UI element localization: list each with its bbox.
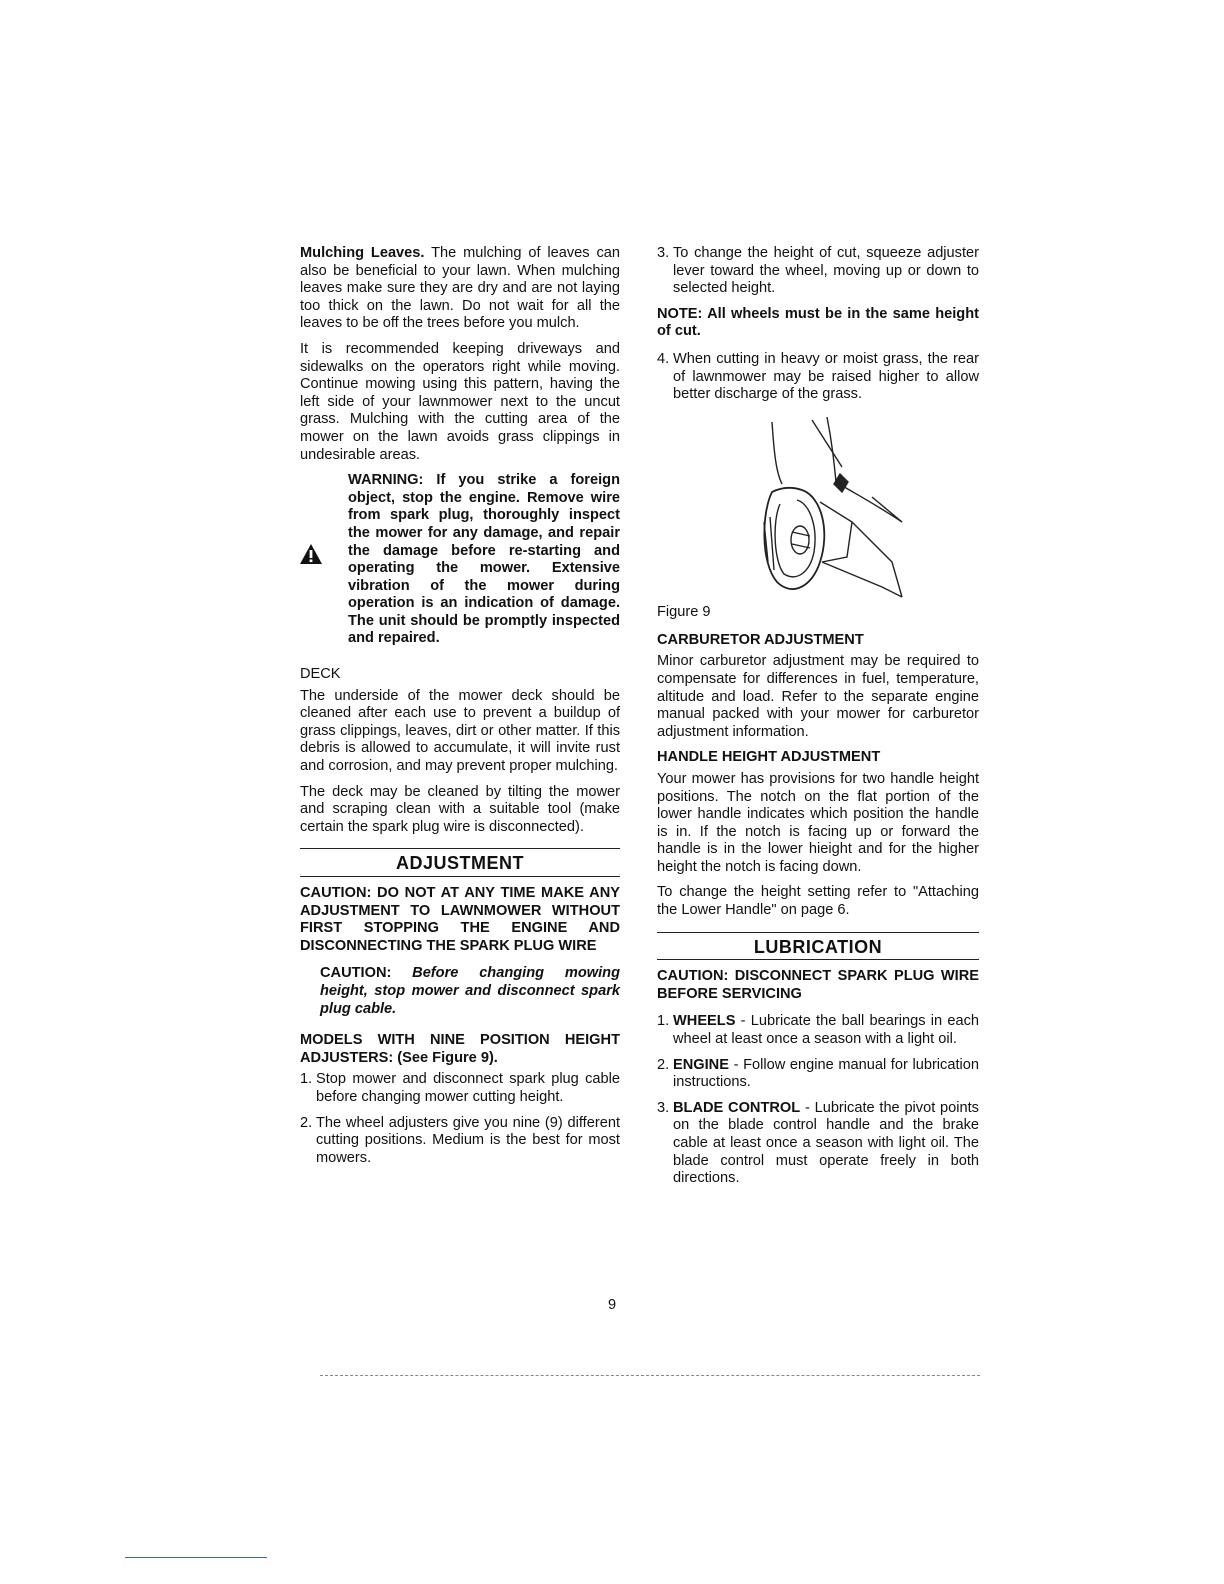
adjustment-title: ADJUSTMENT xyxy=(300,848,620,877)
deck-heading: DECK xyxy=(300,666,341,683)
figure-caption: Figure 9 xyxy=(657,604,711,621)
figure-9 xyxy=(657,412,979,622)
lubrication-list xyxy=(657,1013,979,1187)
mulching-paragraph xyxy=(300,245,620,333)
item-text xyxy=(673,1013,979,1048)
step-number: 1. xyxy=(300,1071,313,1088)
lubrication-caution: CAUTION: DISCONNECT SPARK PLUG WIRE BEFORE SERVICING xyxy=(657,968,979,1002)
item-body: - Lubricate the ball bearings in each wheel at least once a season with a light oil. xyxy=(673,1013,979,1048)
item-number: 2. xyxy=(657,1056,670,1073)
caution-italic xyxy=(320,965,620,1018)
right-steps-list-a xyxy=(657,245,979,298)
item-label: ENGINE xyxy=(673,1056,729,1073)
recommend-paragraph: It is recommended keeping driveways and sidewalks on the operators right while moving. Continue mowing using this pattern, having the left side of your lawnmower next to the uncut grass. Mulching with the cutting area of the mower on the lawn avoids grass clippings in undesirable areas. xyxy=(300,340,620,463)
models-heading: MODELS WITH NINE POSITION HEIGHT ADJUSTERS: (See Figure 9). xyxy=(300,1032,620,1066)
item-body: - Lubricate the pivot points on the blade control handle and the brake cable at least once a season with light oil. The blade control must operate freely in both directions. xyxy=(673,1099,979,1187)
note-text: NOTE: All wheels must be in the same height of cut. xyxy=(657,305,979,340)
adjustment-caution: CAUTION: DO NOT AT ANY TIME MAKE ANY ADJUSTMENT TO LAWNMOWER WITHOUT FIRST STOPPING THE ENGINE AND DISCONNECTING THE SPARK PLUG WIRE xyxy=(300,885,620,954)
carburetor-heading: CARBURETOR ADJUSTMENT xyxy=(657,631,864,648)
step-number: 2. xyxy=(300,1114,313,1131)
right-steps-list-b xyxy=(657,351,979,404)
item-number: 3. xyxy=(657,1099,670,1116)
handle-paragraph-1: Your mower has provisions for two handle height positions. The notch on the flat portion of the lower handle indicates which position the handle is in. If the notch is facing up or forward the handle is in the lower hieight and for the higher height the notch is facing down. xyxy=(657,770,979,875)
bottom-link-underline xyxy=(125,1557,267,1558)
left-column xyxy=(300,245,620,1175)
item-number: 1. xyxy=(657,1013,670,1030)
left-steps-list xyxy=(300,1071,620,1167)
warning-triangle-icon xyxy=(300,544,322,564)
list-item xyxy=(657,1013,979,1048)
footer-divider xyxy=(320,1375,980,1376)
item-label: WHEELS xyxy=(673,1013,736,1030)
mulching-text: The mulching of leaves can also be beneficial to your lawn. When mulching leaves make sure they are dry and are not laying too thick on the lawn. Do not wait for all the leaves to be off the trees before you mulch. xyxy=(300,245,620,332)
item-body: - Follow engine manual for lubrication instructions. xyxy=(673,1056,979,1091)
warning-text: WARNING: If you strike a foreign object, stop the engine. Remove wire from spark plug, thoroughly inspect the mower for any damage, and repair the damage before re-starting and operating the mower. Extensive vibration of the mower during operation is an indication of damage. The unit should be promptly inspected and repaired. xyxy=(348,472,620,647)
deck-paragraph-2: The deck may be cleaned by tilting the mower and scraping clean with a suitable tool (make certain the spark plug wire is disconnected). xyxy=(300,783,620,835)
list-item xyxy=(657,351,979,404)
carburetor-text: Minor carburetor adjustment may be required to compensate for differences in fuel, temperature, altitude and load. Refer to the separate engine manual packed with your mower for carburetor adjustment information. xyxy=(657,653,979,740)
list-item xyxy=(657,245,979,298)
caution-italic-text: Before changing mowing height, stop mower and disconnect spark plug cable. xyxy=(320,965,620,1017)
step-text: Stop mower and disconnect spark plug cable before changing mower cutting height. xyxy=(316,1071,620,1105)
list-item xyxy=(657,1057,979,1092)
wheel-adjuster-illustration xyxy=(752,412,922,612)
step-text: The wheel adjusters give you nine (9) different cutting positions. Medium is the best for most mowers. xyxy=(316,1114,620,1166)
step-text: When cutting in heavy or moist grass, the rear of lawnmower may be raised higher to allow better discharge of the grass. xyxy=(673,350,979,403)
item-text xyxy=(673,1057,979,1092)
list-item xyxy=(657,1100,979,1188)
item-label: BLADE CONTROL xyxy=(673,1099,801,1116)
lubrication-title: LUBRICATION xyxy=(657,932,979,961)
deck-paragraph-1: The underside of the mower deck should be cleaned after each use to prevent a buildup of grass clippings, leaves, dirt or other matter. If this debris is allowed to accumulate, it will invite rust and corrosion, and may prevent proper mulching. xyxy=(300,687,620,775)
right-column xyxy=(657,245,979,1196)
warning-block xyxy=(300,472,620,648)
handle-heading: HANDLE HEIGHT ADJUSTMENT xyxy=(657,749,881,766)
list-item xyxy=(300,1071,620,1106)
page-number: 9 xyxy=(607,1297,617,1313)
warning-icon-wrap xyxy=(300,472,348,648)
caution-italic-lead: CAUTION: xyxy=(320,965,413,982)
step-text: To change the height of cut, squeeze adjuster lever toward the wheel, moving up or down to selected height. xyxy=(673,245,979,297)
list-item xyxy=(300,1115,620,1168)
handle-paragraph-2: To change the height setting refer to "Attaching the Lower Handle" on page 6. xyxy=(657,884,979,919)
item-text xyxy=(673,1100,979,1188)
step-number: 3. xyxy=(657,245,670,261)
step-number: 4. xyxy=(657,350,670,367)
mulching-lead: Mulching Leaves. xyxy=(300,245,425,261)
